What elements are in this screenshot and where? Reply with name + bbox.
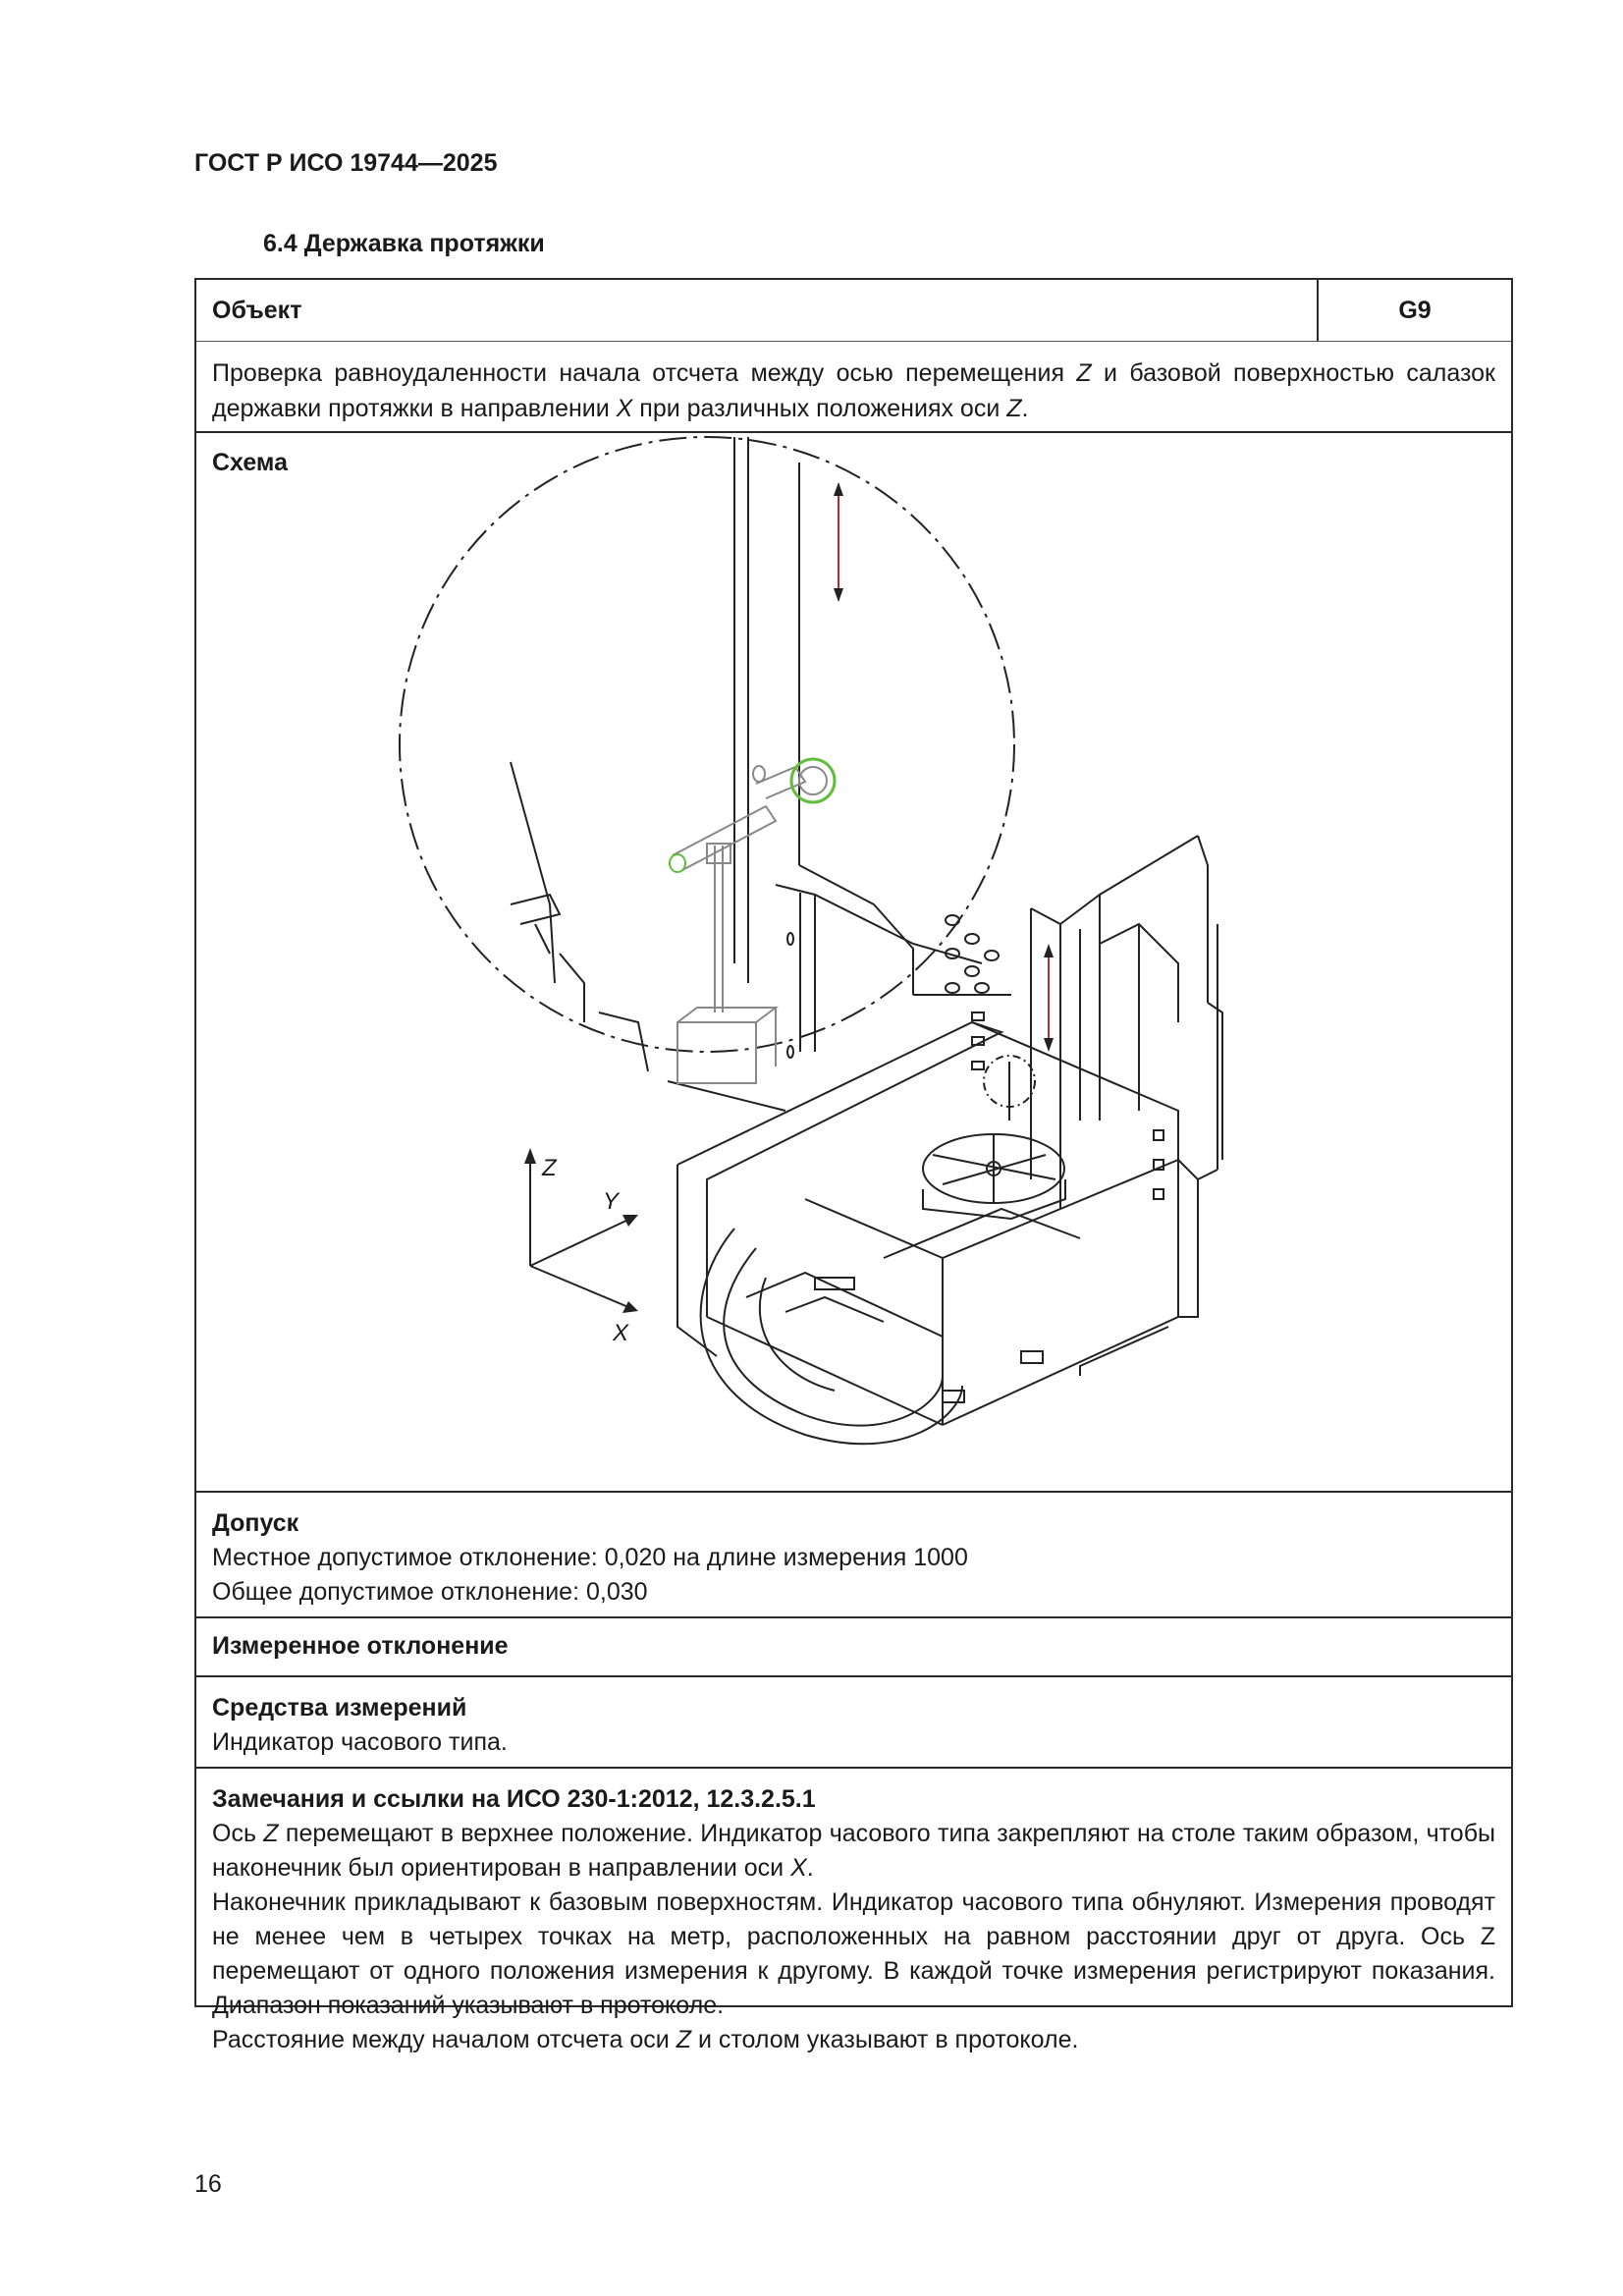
notes-row [196,1767,1511,2053]
machine-schematic [196,433,1511,1493]
measuring-means-row [196,1675,1511,1767]
axis-z-label: Z [542,1155,557,1181]
measuring-means-text: Индикатор часового типа. [212,1728,508,1756]
tolerance-local: Местное допустимое отклонение: 0,020 на длине измерения 1000 [212,1544,968,1571]
measured-deviation-label: Измеренное отклонение [212,1632,509,1660]
object-code: G9 [1317,280,1511,341]
scheme-row [196,431,1511,1491]
document-id: ГОСТ Р ИСО 19744—2025 [194,149,498,177]
measuring-means-label: Средства измерений [212,1694,467,1722]
tolerance-total: Общее допустимое отклонение: 0,030 [212,1578,648,1606]
detail-circle [400,437,1014,1052]
object-row [196,280,1511,341]
section-title: 6.4 Державка протяжки [263,230,545,257]
notes-paragraph-1: Ось Z перемещают в верхнее положение. Индикатор часового типа закрепляют на столе таким образом, чтобы наконечник был ориентирован в направлении оси X. [212,1820,1495,1882]
tolerance-label: Допуск [212,1509,299,1537]
measured-deviation-row [196,1616,1511,1675]
notes-paragraph-2: Наконечник прикладывают к базовым поверхностям. Индикатор часового типа обнуляют. Измерения проводят не менее чем в четырех точках на метр, расположенных на равном расстоянии друг от друга. Ось Z перемещают от одного положения измерения к другому. В каждой точке измерения регистрируют показания. Диапазон показаний указывают в протоколе. [212,1888,1495,2019]
notes-paragraph-3: Расстояние между началом отсчета оси Z и столом указывают в протоколе. [212,2026,1079,2053]
tolerance-row [196,1491,1511,1616]
page-number: 16 [194,2170,222,2198]
notes-label: Замечания и ссылки на ИСО 230-1:2012, 12.3.2.5.1 [212,1785,816,1813]
axis-y-label: Y [603,1188,620,1215]
test-purpose: Проверка равноудаленности начала отсчета между осью перемещения Z и базовой поверхностью салазок державки протяжки в направлении X при различных положениях оси Z. [196,341,1511,431]
test-specification-table [194,278,1513,2053]
axis-x-label: X [613,1320,629,1346]
scheme-label: Схема [212,449,288,476]
object-label: Объект [212,297,302,324]
